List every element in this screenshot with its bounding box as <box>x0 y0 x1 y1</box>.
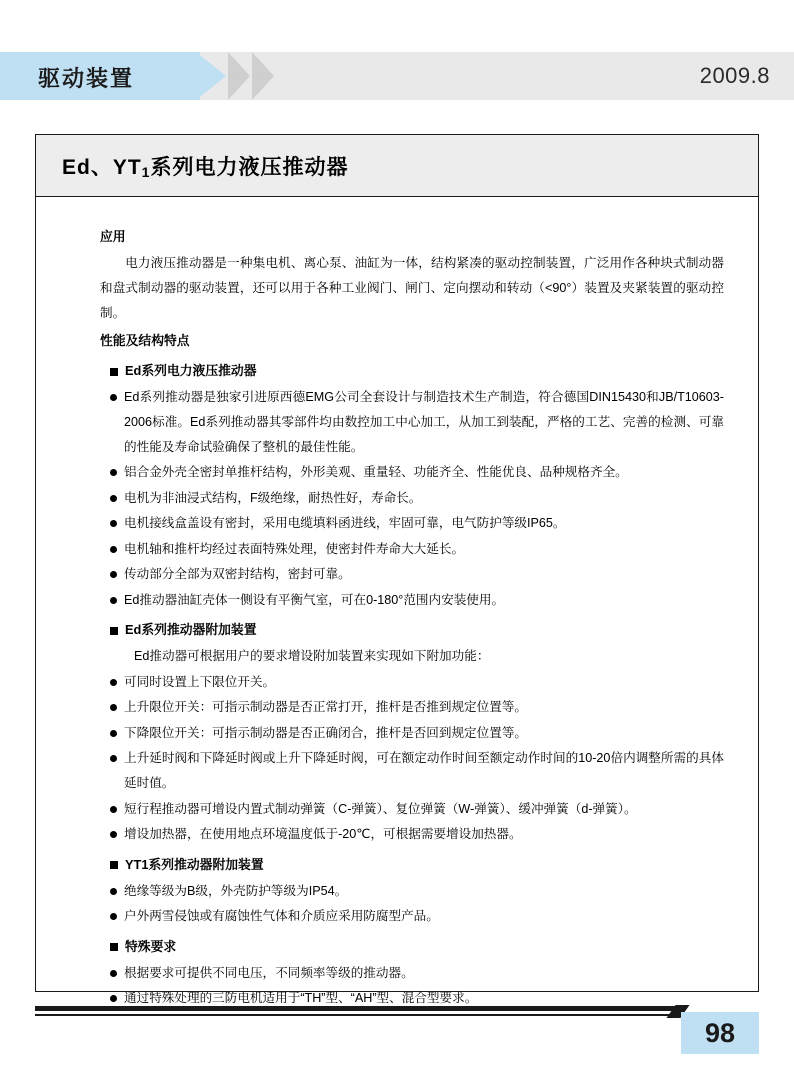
subsection-label: 特殊要求 <box>125 938 177 954</box>
list-item <box>60 961 734 986</box>
bullet-dot-icon <box>110 913 117 920</box>
bullet-dot-icon <box>110 730 117 737</box>
section-heading-application: 应用 <box>100 229 126 244</box>
list-item <box>60 562 734 587</box>
list-item-text: 绝缘等级为B级，外壳防护等级为IP54。 <box>124 883 348 898</box>
list-item-text: 可同时设置上下限位开关。 <box>124 674 276 689</box>
section-heading-features: 性能及结构特点 <box>100 332 190 348</box>
list-item-text: 电机轴和推杆均经过表面特殊处理，使密封件寿命大大延长。 <box>124 541 465 556</box>
list-item <box>60 537 734 562</box>
footer-rule-thin <box>35 1014 680 1016</box>
square-bullet-icon <box>110 627 118 635</box>
bullet-dot-icon <box>110 597 117 604</box>
square-bullet-icon <box>110 368 118 376</box>
list-item-text: 户外两雪侵蚀或有腐蚀性气体和介质应采用防腐型产品。 <box>124 909 439 924</box>
list-item <box>60 904 734 929</box>
list-item <box>60 486 734 511</box>
list-item <box>60 797 734 822</box>
list-item-text: 下降限位开关：可指示制动器是否正确闭合，推杆是否回到规定位置等。 <box>124 725 527 740</box>
list-item-text: Ed推动器油缸壳体一侧设有平衡气室，可在0-180°范围内安装使用。 <box>124 592 505 607</box>
square-bullet-icon <box>110 861 118 869</box>
page-header <box>0 52 794 100</box>
bullet-dot-icon <box>110 888 117 895</box>
list-item-text: 传动部分全部为双密封结构，密封可靠。 <box>124 567 351 582</box>
list-item <box>60 721 734 746</box>
application-paragraph: 电力液压推动器是一种集电机、离心泵、油缸为一体，结构紧凑的驱动控制装置，广泛用作各种块式制动器和盘式制动器的驱动装置，还可以用于各种工业阀门、闸门、定向摆动和转动（<90°）装置及夹紧装置的驱动控制。 <box>100 255 724 321</box>
page-title <box>62 151 348 181</box>
bullet-dot-icon <box>110 394 117 401</box>
bullet-dot-icon <box>110 806 117 813</box>
subsection-heading-ed-series <box>110 359 734 384</box>
chevron-right-icon <box>252 52 274 100</box>
header-title: 驱动装置 <box>38 66 135 91</box>
document-panel <box>35 134 759 1006</box>
list-item <box>60 822 734 847</box>
list-item-text: 通过特殊处理的三防电机适用于“TH”型、“AH”型、混合型要求。 <box>124 991 478 1006</box>
subsection-label: Ed系列电力液压推动器 <box>125 363 257 379</box>
list-item <box>60 670 734 695</box>
subsection-label: YT1系列推动器附加装置 <box>125 856 264 872</box>
bullet-dot-icon <box>110 755 117 762</box>
footer-rule-thick <box>35 1006 680 1011</box>
list-item-text: 上升限位开关：可指示制动器是否正常打开，推杆是否推到规定位置等。 <box>124 700 527 715</box>
list-item <box>60 460 734 485</box>
bullet-dot-icon <box>110 469 117 476</box>
list-item <box>60 588 734 613</box>
page-number: 98 <box>704 1017 736 1048</box>
list-item <box>60 385 734 459</box>
page-title-rest: 系列电力液压推动器 <box>150 156 349 179</box>
document-title-band <box>36 135 758 197</box>
square-bullet-icon <box>110 943 118 951</box>
bullet-dot-icon <box>110 679 117 686</box>
page-number-badge <box>681 1012 759 1054</box>
list-item-text: Ed系列推动器是独家引进原西德EMG公司全套设计与制造技术生产制造，符合德国DIN15430和JB/T10603-2006标准。Ed系列推动器其零部件均由数控加工中心加工，从加工到装配，严格的工艺、完善的检测、可靠的性能及寿命试验确保了整机的最佳性能。 <box>124 390 724 454</box>
list-item <box>60 746 734 795</box>
footer-divider <box>35 1006 680 1017</box>
list-item <box>60 879 734 904</box>
header-arrow-icon <box>196 52 226 100</box>
bullet-dot-icon <box>110 520 117 527</box>
list-item <box>60 695 734 720</box>
bullet-dot-icon <box>110 831 117 838</box>
page-title-subscript: 1 <box>141 164 151 180</box>
subsection-heading-yt1-accessories <box>110 853 734 878</box>
bullet-dot-icon <box>110 571 117 578</box>
list-item-text: 短行程推动器可增设内置式制动弹簧（C-弹簧）、复位弹簧（W-弹簧）、缓冲弹簧（d-弹簧）。 <box>124 801 637 816</box>
bullet-dot-icon <box>110 970 117 977</box>
ed-accessories-lead: Ed推动器可根据用户的要求增设附加装置来实现如下附加功能： <box>134 649 490 664</box>
list-item-text: 铝合金外壳全密封单推杆结构，外形美观、重量轻、功能齐全、性能优良、品种规格齐全。 <box>124 465 628 480</box>
bullet-dot-icon <box>110 495 117 502</box>
subsection-heading-ed-accessories <box>110 618 734 643</box>
bullet-dot-icon <box>110 995 117 1002</box>
list-item <box>60 511 734 536</box>
list-item-text: 上升延时阀和下降延时阀或上升下降延时阀，可在额定动作时间至额定动作时间的10-20倍内调整所需的具体延时值。 <box>124 751 724 791</box>
header-date: 2009.8 <box>699 63 770 88</box>
subsection-heading-special-requirements <box>110 935 734 960</box>
bullet-dot-icon <box>110 704 117 711</box>
list-item-text: 增设加热器，在使用地点环境温度低于-20℃，可根据需要增设加热器。 <box>124 827 522 842</box>
document-content <box>36 197 758 1012</box>
list-item-text: 根据要求可提供不同电压，不同频率等级的推动器。 <box>124 965 414 980</box>
list-item-text: 电机为非油浸式结构，F级绝缘，耐热性好，寿命长。 <box>124 490 422 505</box>
bullet-dot-icon <box>110 546 117 553</box>
list-item-text: 电机接线盒盖设有密封，采用电缆填料函进线，牢固可靠，电气防护等级IP65。 <box>124 516 566 531</box>
page-title-main: Ed、YT <box>62 156 142 179</box>
chevron-right-icon <box>228 52 250 100</box>
subsection-label: Ed系列推动器附加装置 <box>125 622 257 638</box>
